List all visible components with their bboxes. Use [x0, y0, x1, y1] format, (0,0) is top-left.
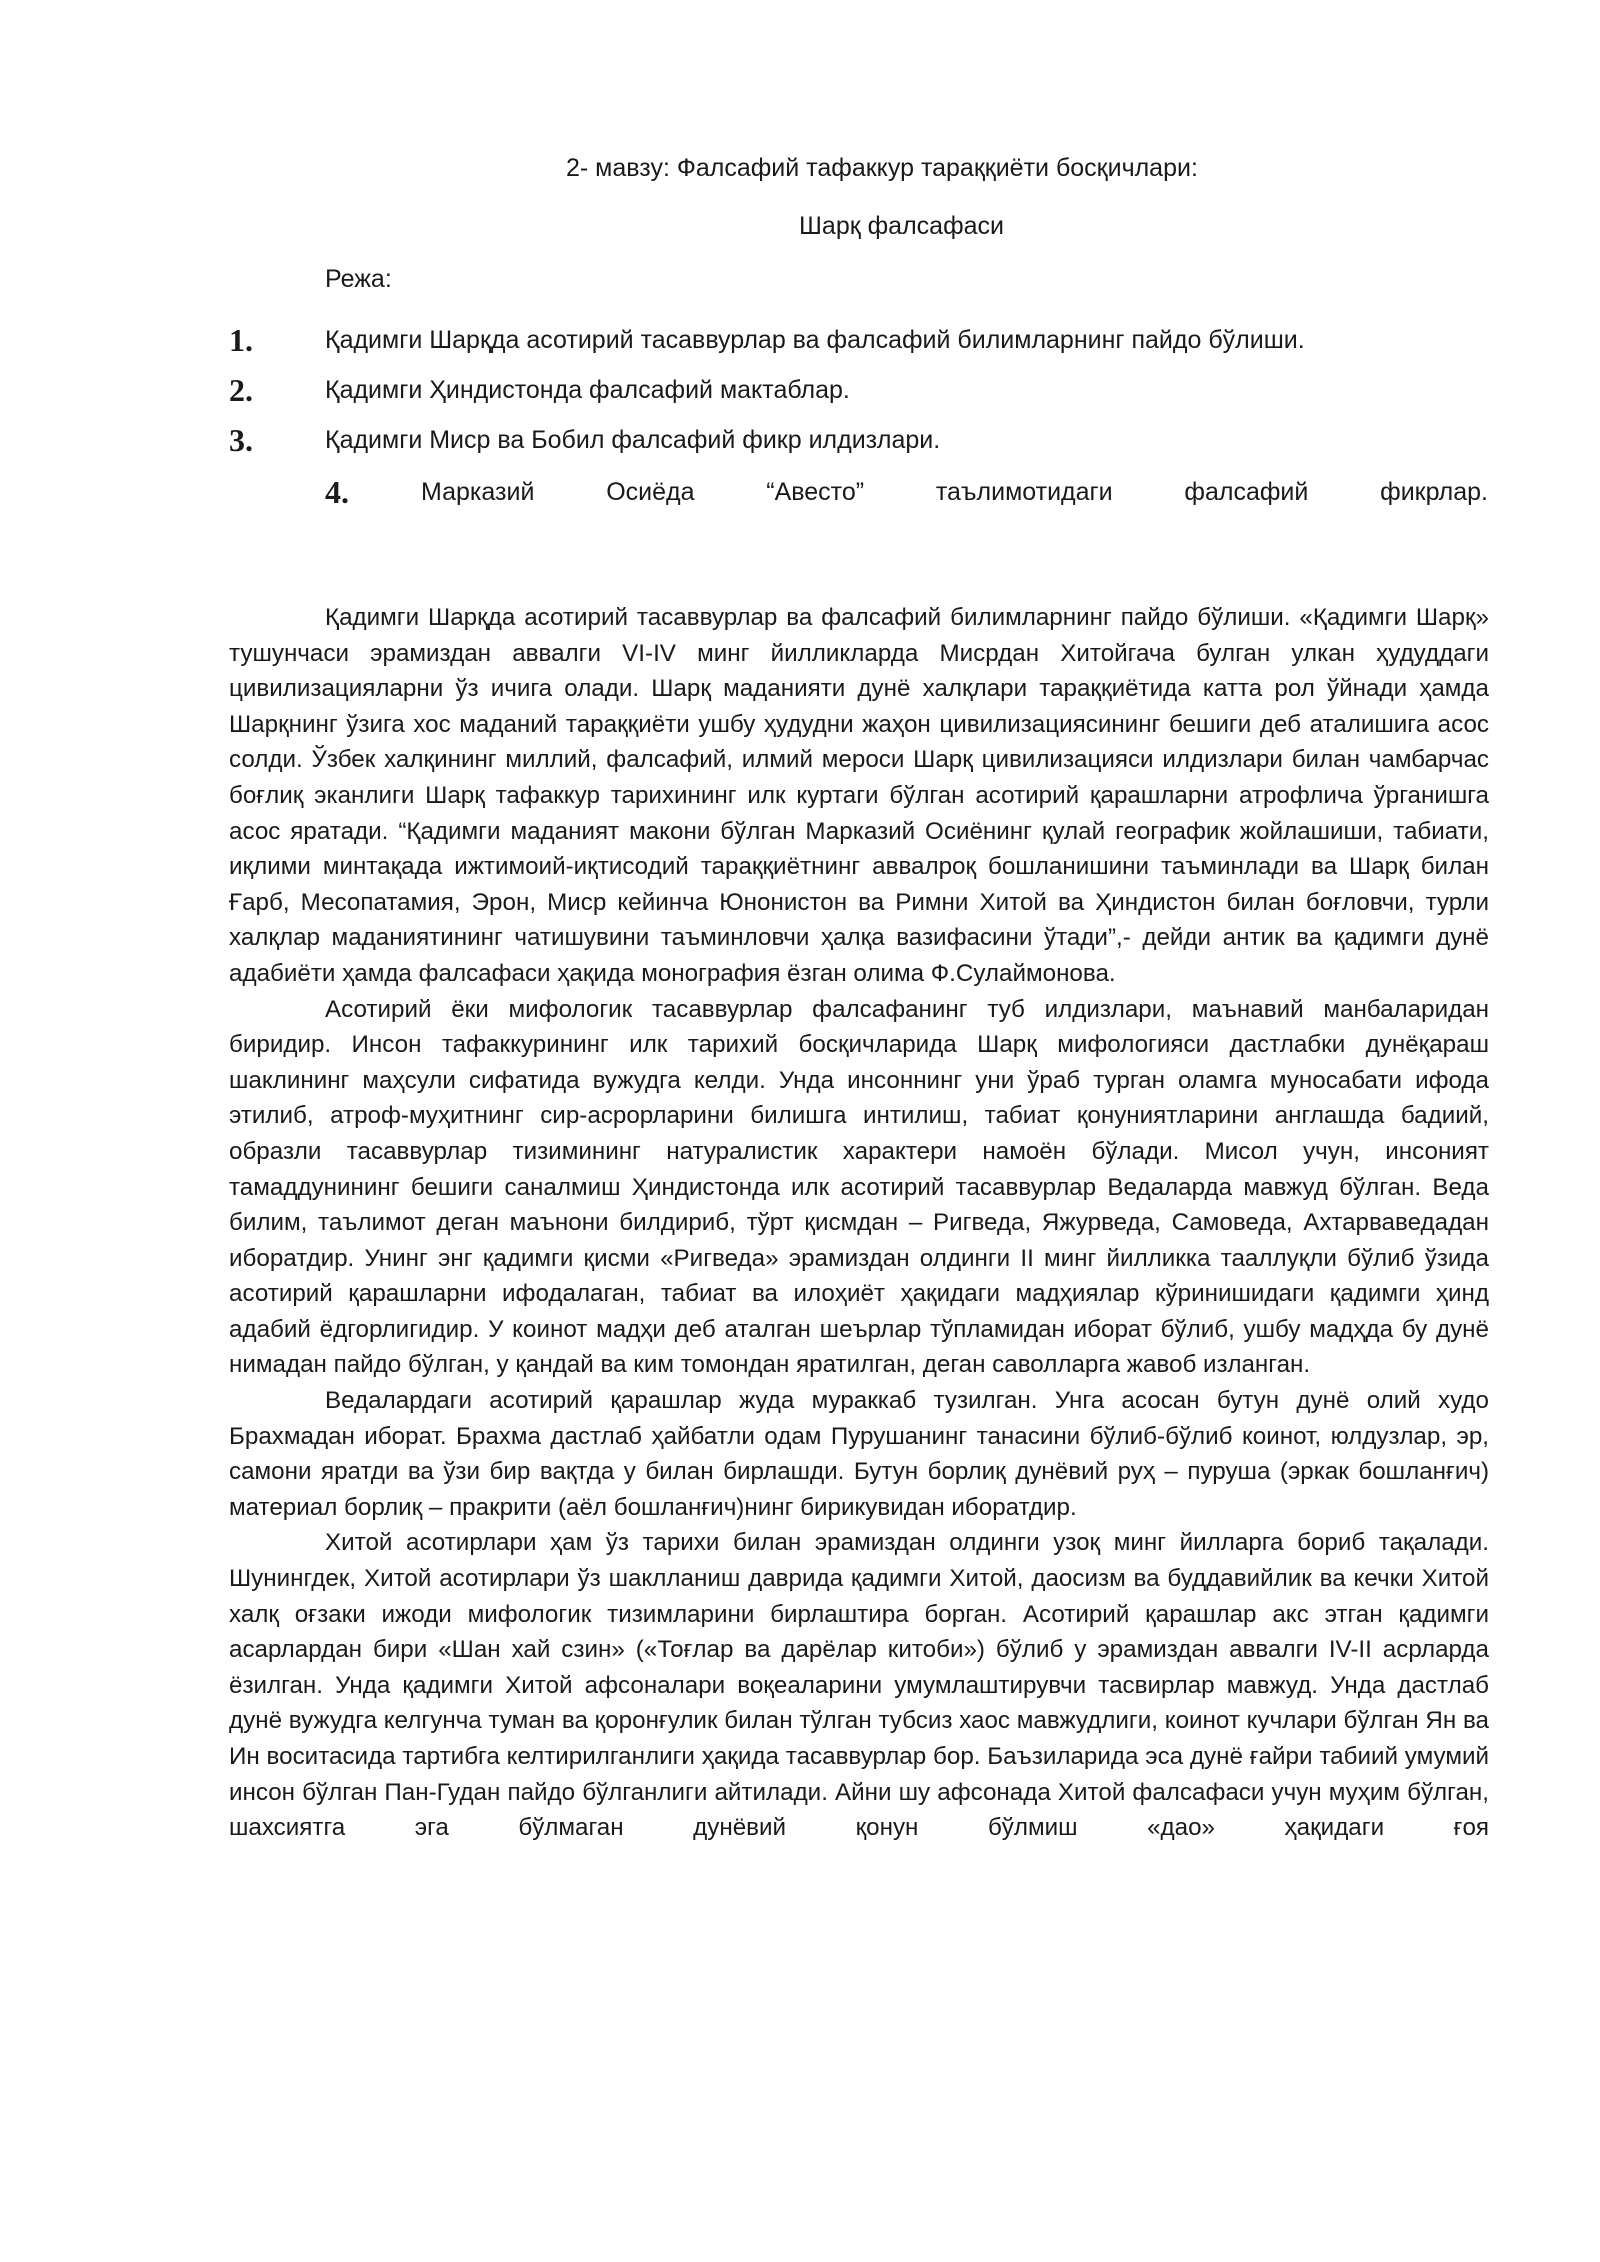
- plan-item: [229, 422, 1489, 462]
- plan-item-number: 4.: [325, 474, 349, 510]
- plan-item-text: Қадимги Миср ва Бобил фалсафий фикр илдизлари.: [325, 426, 941, 454]
- topic-title: 2- мавзу: Фалсафий тафаккур тараққиёти босқичлари:: [566, 154, 1198, 182]
- body-paragraph: Асотирий ёки мифологик тасаввурлар фалсафанинг туб илдизлари, маънавий манбаларидан биридир. Инсон тафаккурининг илк тарихий босқичларида Шарқ мифологияси дастлабки дунёқараш шаклининг маҳсули сифатида вужудга келди. Унда инсоннинг уни ўраб турган оламга муносабати ифода этилиб, атроф-муҳитнинг сир-асрорларини билишга интилиш, табиат қонуниятларини англашда бадиий, образли тасаввурлар тизимининг натуралистик характери намоён бўлади. Мисол учун, инсоният тамаддунининг бешиги саналмиш Ҳиндистонда илк асотирий тасаввурлар Ведаларда мавжуд бўлган. Веда билим, таълимот деган маънони билдириб, тўрт қисмдан – Ригведа, Яжурведа, Самоведа, Ахтарваведадан иборатдир. Унинг энг қадимги қисми «Ригведа» эрамиздан олдинги II минг йилликка тааллуқли бўлиб ўзида асотирий қарашларни ифодалаган, табиат ва илоҳиёт ҳақидаги мадҳиялар кўринишидаги қадимги ҳинд адабий ёдгорлигидир. У коинот мадҳи деб аталган шеърлар тўпламидан иборат бўлиб, ушбу мадҳда бу дунё нимадан пайдо бўлган, у қандай ва ким томондан яратилган, деган саволларга жавоб изланган.: [229, 995, 1489, 1379]
- topic-subtitle: Шарқ фалсафаси: [799, 212, 1005, 240]
- plan-item-number: 3.: [229, 422, 253, 458]
- plan-item-text: Марказий Осиёда “Авесто” таълимотидаги фалсафий фикрлар.: [421, 478, 1488, 506]
- plan-item-number: 1.: [229, 322, 253, 358]
- document-body: [229, 600, 1489, 1846]
- plan-item-number: 2.: [229, 372, 253, 408]
- body-paragraph: Қадимги Шарқда асотирий тасаввурлар ва фалсафий билимларнинг пайдо бўлиши. «Қадимги Шарқ» тушунчаси эрамиздан аввалги VI-IV минг йилликларда Мисрдан Хитойгача булган улкан ҳудуддаги цивилизацияларни ўз ичига олади. Шарқ маданияти дунё халқлари тараққиётида катта рол ўйнади ҳамда Шарқнинг ўзига хос маданий тараққиёти ушбу ҳудудни жаҳон цивилизациясининг бешиги деб аталишига асос солди. Ўзбек халқининг миллий, фалсафий, илмий мероси Шарқ цивилизацияси илдизлари билан чамбарчас боғлиқ эканлиги Шарқ тафаккур тарихининг илк куртаги бўлган асотирий қарашларни атрофлича ўрганишга асос яратади. “Қадимги маданият макони бўлган Марказий Осиёнинг қулай географик жойлашиши, табиати, иқлими минтақада ижтимоий-иқтисодий тараққиётнинг аввалроқ бошланишини таъминлади ва Шарқ билан Ғарб, Месопатамия, Эрон, Миср кейинча Юнонистон ва Римни Хитой ва Ҳиндистон билан боғловчи, турли халқлар маданиятининг чатишувини таъминловчи ҳалқа вазифасини ўтади”,- дейди антик ва қадимги дунё адабиёти ҳамда фалсафаси ҳақида монография ёзган олима Ф.Сулаймонова.: [229, 604, 1489, 987]
- plan-item-text: Қадимги Шарқда асотирий тасаввурлар ва фалсафий билимларнинг пайдо бўлиши.: [325, 326, 1305, 354]
- plan-label: Режа:: [325, 265, 392, 293]
- plan-item: [325, 474, 1488, 514]
- body-paragraph: Хитой асотирлари ҳам ўз тарихи билан эрамиздан олдинги узоқ минг йилларга бориб тақалади. Шунингдек, Хитой асотирлари ўз шаклланиш даврида қадимги Хитой, даосизм ва буддавийлик ва кечки Хитой халқ оғзаки ижоди мифологик тизимларини бирлаштира борган. Асотирий қарашлар акс этган қадимги асарлардан бири «Шан хай сзин» («Тоғлар ва дарёлар китоби») бўлиб у эрамиздан аввалги IV-II асрларда ёзилган. Унда қадимги Хитой афсоналари воқеаларини умумлаштирувчи тасвирлар мавжуд. Унда дастлаб дунё вужудга келгунча туман ва қоронғулик билан тўлган тубсиз хаос мавжудлиги, коинот кучлари бўлган Ян ва Ин воситасида тартибга келтирилганлиги ҳақида тасаввурлар бор. Баъзиларида эса дунё ғайри табиий умумий инсон бўлган Пан-Гудан пайдо бўлганлиги айтилади. Айни шу афсонада Хитой фалсафаси учун муҳим бўлган, шахсиятга эга бўлмаган дунёвий қонун бўлмиш «дао» ҳақидаги ғоя: [229, 1529, 1489, 1842]
- plan-item-text: Қадимги Ҳиндистонда фалсафий мактаблар.: [325, 376, 850, 404]
- plan-item: [229, 322, 1489, 362]
- plan-item: [229, 372, 1489, 412]
- body-paragraph: Ведалардаги асотирий қарашлар жуда мураккаб тузилган. Унга асосан бутун дунё олий худо Брахмадан иборат. Брахма дастлаб ҳайбатли одам Пурушанинг танасини бўлиб-бўлиб коинот, юлдузлар, эр, самони яратди ва ўзи бир вақтда у билан бирлашди. Бутун борлиқ дунёвий руҳ – пуруша (эркак бошланғич) материал борлиқ – пракрити (аёл бошланғич)нинг бирикувидан иборатдир.: [229, 1387, 1489, 1521]
